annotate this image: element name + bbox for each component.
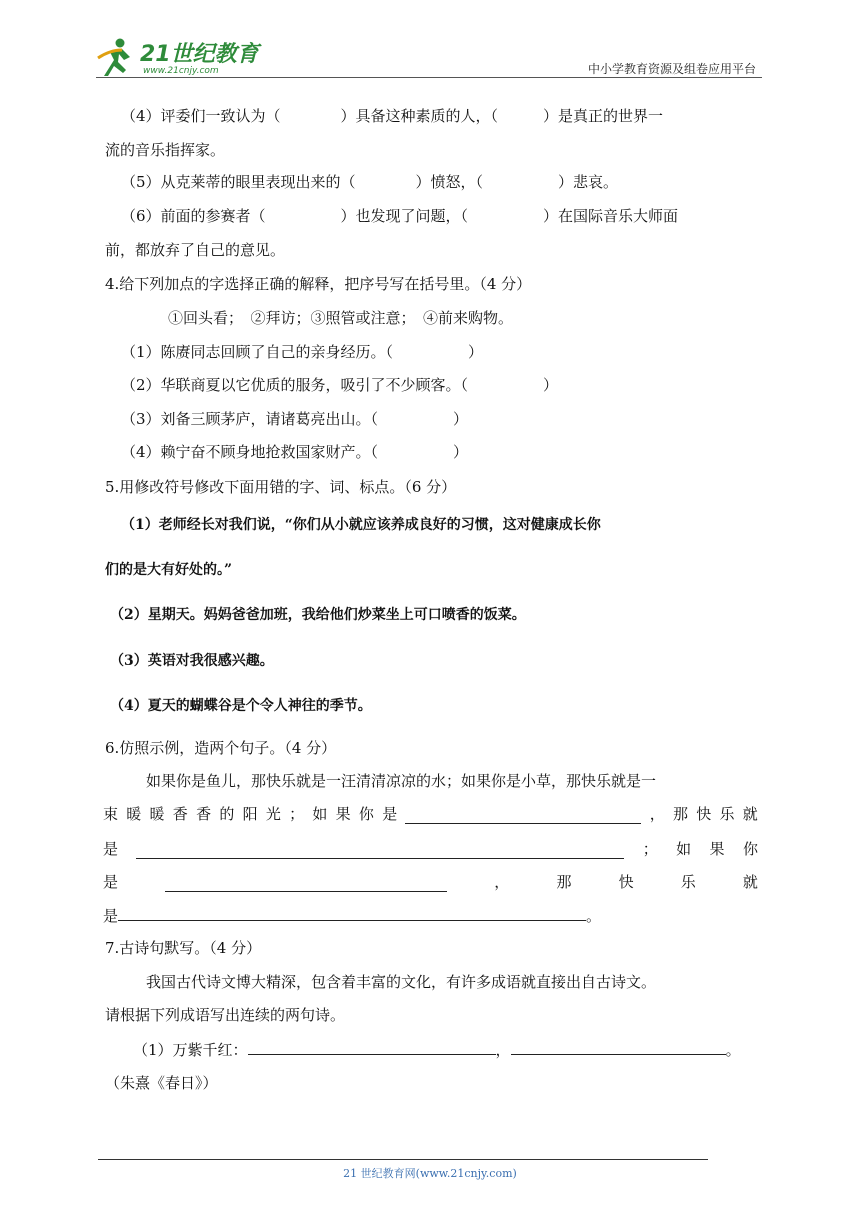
runner-icon [98, 39, 130, 77]
q6-example-line5: 是 。 [103, 907, 602, 925]
logo-text: 21世纪教育 [140, 42, 259, 67]
header-divider [96, 77, 762, 78]
answer-blank[interactable] [118, 906, 586, 921]
q5-sentence-2: （2）星期天。妈妈爸爸加班，我给他们炒菜坐上可口喷香的饭菜。 [110, 607, 526, 623]
q4-item: （3）刘备三顾茅庐，请诸葛亮出山。（ ） [121, 410, 469, 428]
q5-sentence-4: （4）夏天的蝴蝶谷是个令人神往的季节。 [110, 698, 372, 714]
q6-title: 6.仿照示例，造两个句子。（4 分） [105, 739, 337, 757]
footer-text[interactable]: 21 世纪教育网(www.21cnjy.com) [343, 1167, 517, 1180]
q4-title: 4.给下列加点的字选择正确的解释，把序号写在括号里。（4 分） [105, 275, 532, 293]
q7-title: 7.古诗句默写。（4 分） [105, 939, 262, 957]
q4-item: （1）陈赓同志回顾了自己的亲身经历。（ ） [121, 343, 484, 361]
logo-url: www.21cnjy.com [143, 66, 219, 76]
q6-example-line1: 如果你是鱼儿，那快乐就是一汪清清凉凉的水；如果你是小草，那快乐就是一 [146, 772, 657, 790]
q7-intro-line2: 请根据下列成语写出连续的两句诗。 [105, 1006, 346, 1024]
logo [96, 36, 266, 78]
answer-blank[interactable] [165, 877, 447, 892]
q3-item-4-line1: （4）评委们一致认为（ ）具备这种素质的人，（ ）是真正的世界一 [121, 107, 664, 125]
q6-example-line2: 束 暖 暖 香 香 的 阳 光 ； 如 果 你 是 ， 那 快 乐 就 [103, 805, 758, 823]
answer-blank[interactable] [511, 1040, 726, 1055]
q6-example-line4: 是 ， 那 快 乐 就 [103, 873, 758, 891]
answer-blank[interactable] [405, 809, 641, 824]
q4-item: （2）华联商夏以它优质的服务，吸引了不少顾客。（ ） [121, 376, 559, 394]
header-platform-text: 中小学教育资源及组卷应用平台 [587, 62, 756, 76]
q5-sentence-1-line1: （1）老师经长对我们说，“你们从小就应该养成良好的习惯，这对健康成长你 [121, 517, 601, 533]
q3-item-5: （5）从克莱蒂的眼里表现出来的（ ）愤怒，（ ）悲哀。 [121, 173, 619, 191]
footer-divider [98, 1159, 708, 1160]
q5-sentence-3: （3）英语对我很感兴趣。 [110, 653, 274, 669]
q3-item-6-line2: 前，都放弃了自己的意见。 [105, 241, 286, 259]
q3-item-4-line2: 流的音乐指挥家。 [105, 141, 226, 159]
q4-options: ①回头看； ②拜访；③照管或注意； ④前来购物。 [168, 309, 514, 327]
q5-title: 5.用修改符号修改下面用错的字、词、标点。（6 分） [105, 478, 457, 496]
answer-blank[interactable] [136, 844, 624, 859]
q5-sentence-1-line2: 们的是大有好处的。” [105, 562, 233, 578]
q3-item-6-line1: （6）前面的参赛者（ ）也发现了问题，（ ）在国际音乐大师面 [121, 207, 679, 225]
answer-blank[interactable] [248, 1040, 496, 1055]
q7-intro-line1: 我国古代诗文博大精深，包含着丰富的文化，有许多成语就直接出自古诗文。 [146, 973, 657, 991]
q7-item-1: （1）万紫千红： ， 。 [133, 1041, 741, 1059]
q6-example-line3: 是 ； 如 果 你 [103, 840, 758, 858]
q7-item-1-source: （朱熹《春日》） [105, 1074, 218, 1092]
q4-item: （4）赖宁奋不顾身地抢救国家财产。（ ） [121, 443, 469, 461]
